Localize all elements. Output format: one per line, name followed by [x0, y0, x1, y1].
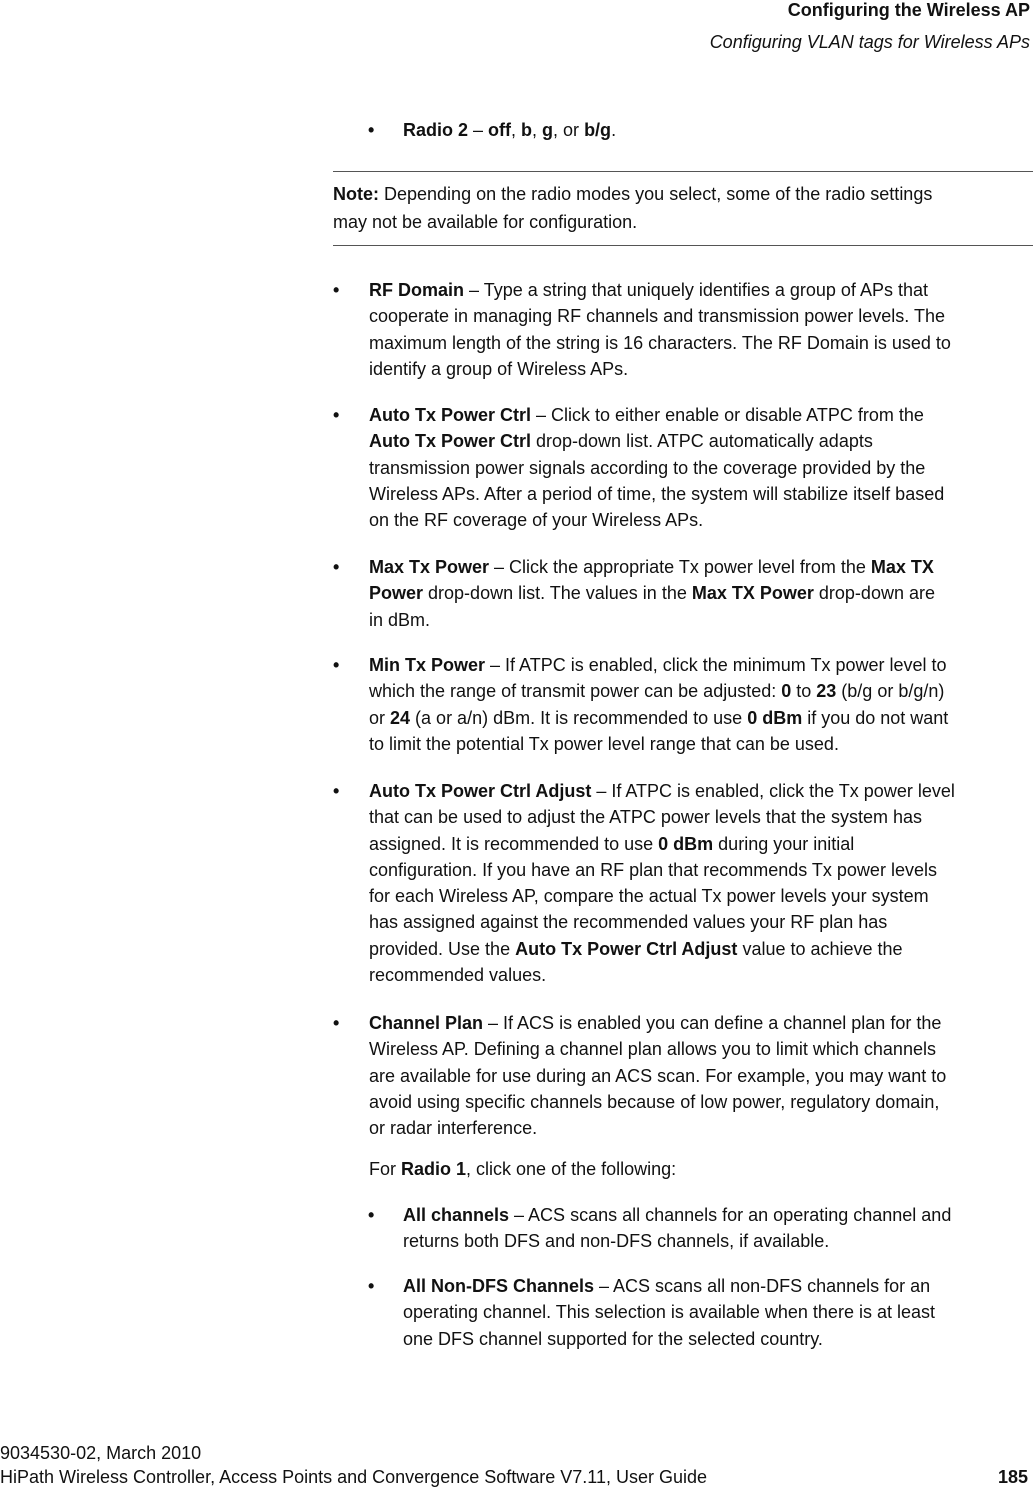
term-all-non-dfs: All Non-DFS Channels [403, 1276, 595, 1296]
term-auto-adj: Auto Tx Power Ctrl Adjust [369, 781, 592, 801]
bullet-all-non-dfs [368, 1273, 374, 1299]
running-header-title: Configuring the Wireless AP [787, 0, 1030, 20]
term-auto-tx: Auto Tx Power Ctrl [369, 405, 532, 425]
list-item-all-channels: All channels – ACS scans all channels for an operating channel and returns both DFS and non-DFS channels, if available. [403, 1205, 952, 1252]
footer-guide-title: HiPath Wireless Controller, Access Points and Convergence Software V7.11, User Guide [0, 1467, 708, 1487]
bullet-min-tx [333, 652, 339, 678]
term-max-tx: Max Tx Power [369, 557, 490, 577]
note-top-rule [333, 171, 1033, 172]
bullet-channel-plan [333, 1010, 339, 1036]
note-bottom-rule [333, 245, 1033, 246]
term-channel-plan: Channel Plan [369, 1013, 484, 1033]
term-all-channels: All channels [403, 1205, 510, 1225]
list-item-radio2: Radio 2 – off, b, g, or b/g. [403, 120, 617, 140]
list-item-all-non-dfs: All Non-DFS Channels – ACS scans all non-DFS channels for an operating channel. This selection is available when there is at least one DFS channel supported for the selected country. [403, 1276, 935, 1349]
bullet-radio2 [368, 117, 374, 143]
list-item-max-tx: Max Tx Power – Click the appropriate Tx power level from the Max TX Power drop-down list. The values in the Max TX Power drop-down are in dBm. [369, 557, 935, 630]
term-radio2: Radio 2 [403, 120, 469, 140]
bullet-auto-adj [333, 778, 339, 804]
bullet-max-tx [333, 554, 339, 580]
list-item-auto-adj: Auto Tx Power Ctrl Adjust – If ATPC is enabled, click the Tx power level that can be used to adjust the ATPC power levels that the system has assigned. It is recommended to use 0 dBm during your initial configuration. If you have an RF plan that recommends Tx power levels for each Wireless AP, compare the actual Tx power levels your system has assigned against the recommended values your RF plan has provided. Use the Auto Tx Power Ctrl Adjust value to achieve the recommended values. [369, 781, 955, 986]
term-rf-domain: RF Domain [369, 280, 465, 300]
radio1-intro: For Radio 1, click one of the following: [369, 1159, 677, 1179]
list-item-min-tx: Min Tx Power – If ATPC is enabled, click the minimum Tx power level to which the range of transmit power can be adjusted: 0 to 23 (b/g or b/g/n) or 24 (a or a/n) dBm. It is recommended to use 0 dBm if you do not want to limit the potential Tx power level range that can be used. [369, 655, 949, 754]
footer-doc-id: 9034530-02, March 2010 [0, 1443, 202, 1463]
bullet-all-channels [368, 1202, 374, 1228]
note-label: Note: [333, 184, 379, 204]
page-number: 185 [997, 1467, 1028, 1487]
bullet-rf-domain [333, 277, 339, 303]
bullet-auto-tx [333, 402, 339, 428]
term-min-tx: Min Tx Power [369, 655, 486, 675]
list-item-auto-tx: Auto Tx Power Ctrl – Click to either enable or disable ATPC from the Auto Tx Power Ctrl drop-down list. ATPC automatically adapts transmission power signals according to the coverage provided by the Wireless APs. After a period of time, the system will stabilize itself based on the RF coverage of your Wireless APs. [369, 405, 945, 531]
note-box: Note: Depending on the radio modes you select, some of the radio settings may not be available for configuration. [333, 184, 933, 232]
list-item-rf-domain: RF Domain – Type a string that uniquely identifies a group of APs that cooperate in managing RF channels and transmission power levels. The maximum length of the string is 16 characters. The RF Domain is used to identify a group of Wireless APs. [369, 280, 951, 379]
running-header-subtitle: Configuring VLAN tags for Wireless APs [709, 32, 1030, 52]
list-item-channel-plan: Channel Plan – If ACS is enabled you can define a channel plan for the Wireless AP. Defining a channel plan allows you to limit which channels are available for use during an ACS scan. For example, you may want to avoid using specific channels because of low power, regulatory domain, or radar interference. [369, 1013, 947, 1139]
